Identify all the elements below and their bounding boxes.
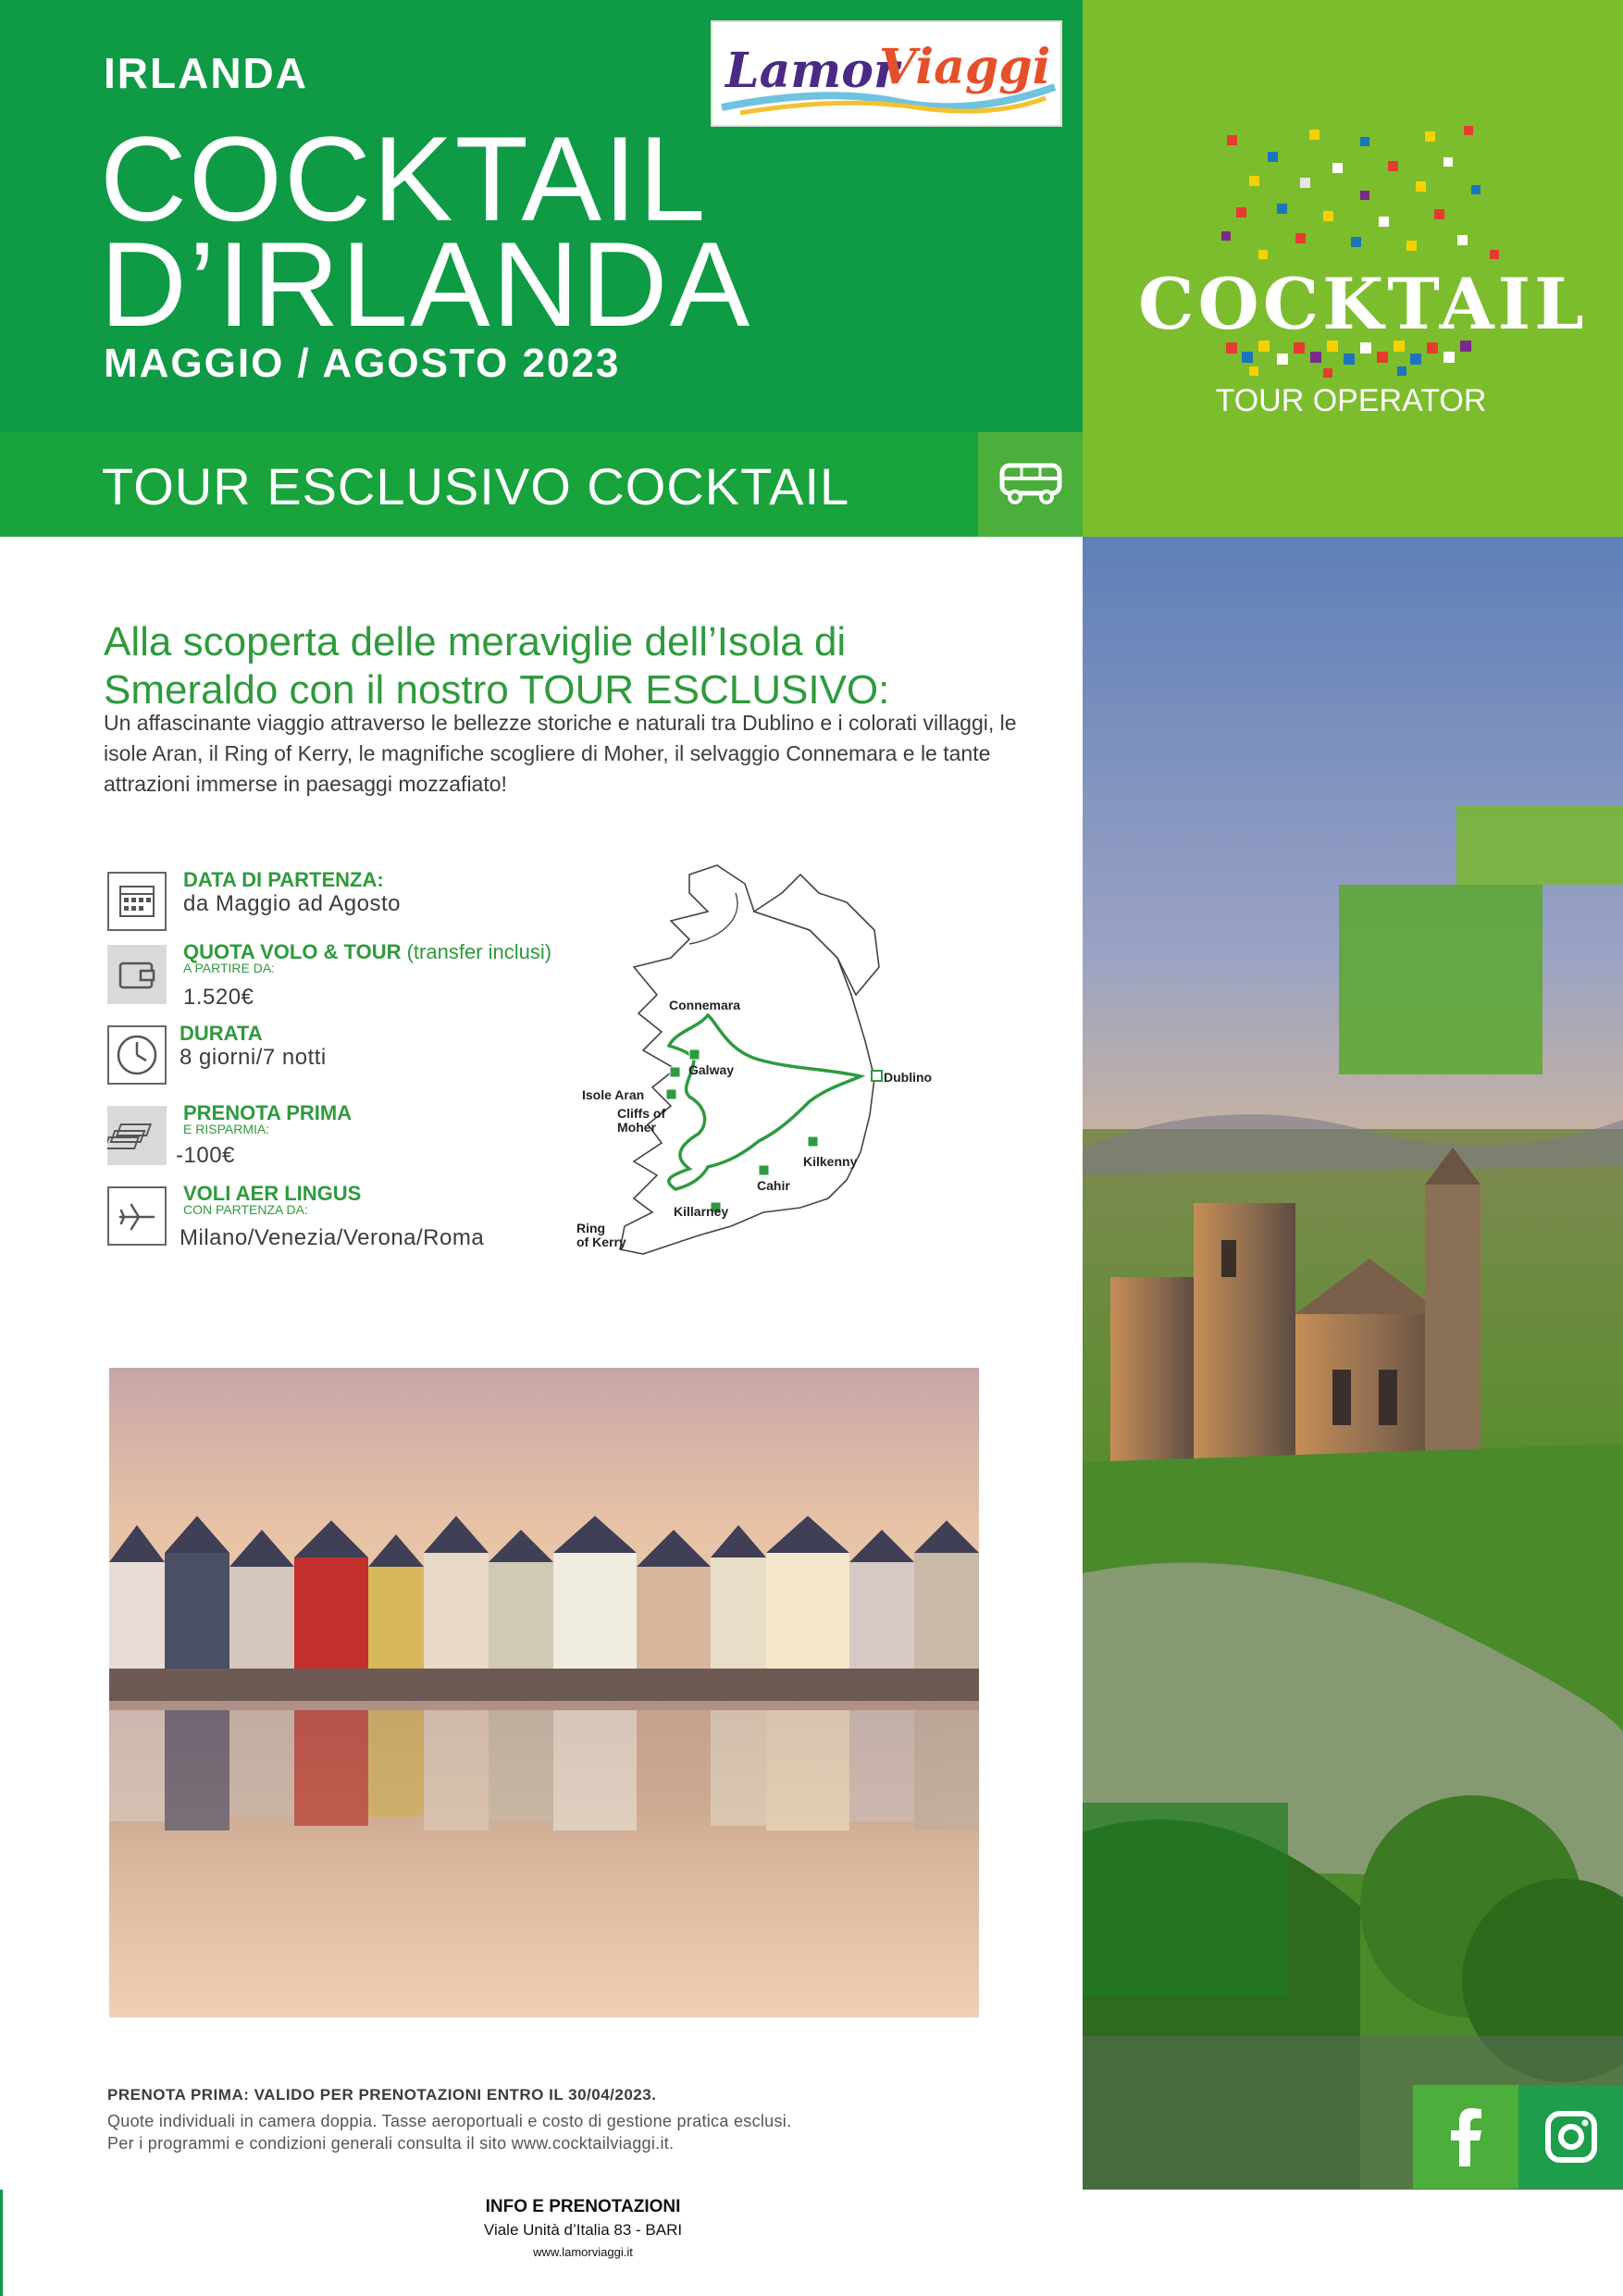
map-label-ring: Ring: [576, 1221, 606, 1235]
info-earlybooking-value: -100€: [176, 1143, 235, 1168]
instagram-button[interactable]: [1518, 2085, 1623, 2189]
map-label-kilkenny: Kilkenny: [803, 1154, 858, 1169]
info-price-heading-light: (transfer inclusi): [406, 940, 552, 963]
map-label-dublino: Dublino: [884, 1070, 933, 1085]
contact-title: INFO E PRENOTAZIONI: [485, 2197, 681, 2216]
galway-photo: [109, 1368, 979, 2017]
instagram-icon: [1518, 2085, 1623, 2189]
agency-logo-part2: Viaggi: [879, 39, 1051, 95]
intro-body: Un affascinante viaggio attraverso le bellezze storiche e naturali tra Dublino e i colorati villaggi, le isole Aran, il Ring of Kerry, le magnifiche scogliere di Moher, il selvaggio Connemara e le tante attrazioni immerse in paesaggi mozzafiato!: [104, 711, 1017, 796]
ireland-map: [569, 856, 902, 1272]
clock-icon: [107, 1025, 167, 1085]
money-icon: [107, 1106, 167, 1165]
map-label-aran: Isole Aran: [582, 1087, 645, 1102]
info-price-value: 1.520€: [183, 985, 254, 1010]
page-title-line1: COCKTAIL: [100, 111, 708, 246]
wallet-icon: [107, 945, 167, 1004]
facebook-button[interactable]: [1413, 2085, 1518, 2189]
info-earlybooking-small: E RISPARMIA:: [183, 1122, 270, 1136]
map-label-galway: Galway: [688, 1062, 735, 1077]
intro-title: Alla scoperta delle meraviglie dell’Isola di Smeraldo con il nostro TOUR ESCLUSIVO:: [104, 619, 890, 713]
info-duration-heading: DURATA: [180, 1022, 263, 1045]
info-price-small: A PARTIRE DA:: [183, 961, 276, 975]
info-departure-heading: DATA DI PARTENZA:: [183, 868, 384, 891]
calendar-icon: [107, 872, 167, 931]
country-label: IRLANDA: [104, 49, 308, 97]
contact-address: Viale Unità d’Italia 83 - BARI: [483, 2221, 683, 2239]
info-price-heading-bold: QUOTA VOLO & TOUR: [183, 940, 402, 963]
confetti-decoration: [1138, 120, 1588, 398]
agency-logo-part1: Lamor: [725, 43, 899, 99]
map-label-cliffs: Cliffs of: [617, 1106, 666, 1121]
fine-print-line2: Quote individuali in camera doppia. Tasse aeroportuali e costo di gestione pratica esclusi.: [107, 2112, 792, 2130]
brand-name: COCKTAIL: [1138, 263, 1588, 345]
map-label-moher: Moher: [617, 1120, 656, 1135]
decor-square: [1339, 885, 1542, 1074]
tour-band-label: TOUR ESCLUSIVO COCKTAIL: [102, 457, 850, 515]
agency-logo[interactable]: [711, 20, 1062, 127]
info-flights-heading: VOLI AER LINGUS: [183, 1182, 362, 1205]
page-title-line2: D’IRLANDA: [100, 217, 752, 352]
decor-square: [1456, 805, 1623, 885]
info-earlybooking-heading: PRENOTA PRIMA: [183, 1101, 353, 1124]
map-label-kerry: of Kerry: [576, 1235, 626, 1249]
brand-subtitle: TOUR OPERATOR: [1215, 383, 1487, 418]
early-booking-note: PRENOTA PRIMA: VALIDO PER PRENOTAZIONI ENTRO IL 30/04/2023.: [107, 2086, 657, 2104]
fine-print-line3: Per i programmi e condizioni generali consulta il sito www.cocktailviaggi.it.: [107, 2134, 675, 2153]
left-edge-bar: [0, 2190, 3, 2296]
plane-icon: [107, 1186, 167, 1246]
decor-square: [1083, 1803, 1288, 1997]
info-duration-value: 8 giorni/7 notti: [180, 1045, 327, 1070]
map-label-killarney: Killarney: [674, 1204, 729, 1219]
bus-icon-box: [978, 432, 1083, 537]
info-flights-small: CON PARTENZA DA:: [183, 1202, 308, 1217]
info-flights-value: Milano/Venezia/Verona/Roma: [180, 1225, 485, 1250]
map-label-cahir: Cahir: [757, 1178, 790, 1193]
facebook-icon: [1413, 2085, 1518, 2189]
map-label-connemara: Connemara: [669, 998, 741, 1012]
contact-website[interactable]: www.lamorviaggi.it: [533, 2245, 633, 2259]
info-departure-value: da Maggio ad Agosto: [183, 891, 402, 916]
tour-dates: MAGGIO / AGOSTO 2023: [104, 341, 621, 386]
bus-icon: [978, 432, 1083, 537]
